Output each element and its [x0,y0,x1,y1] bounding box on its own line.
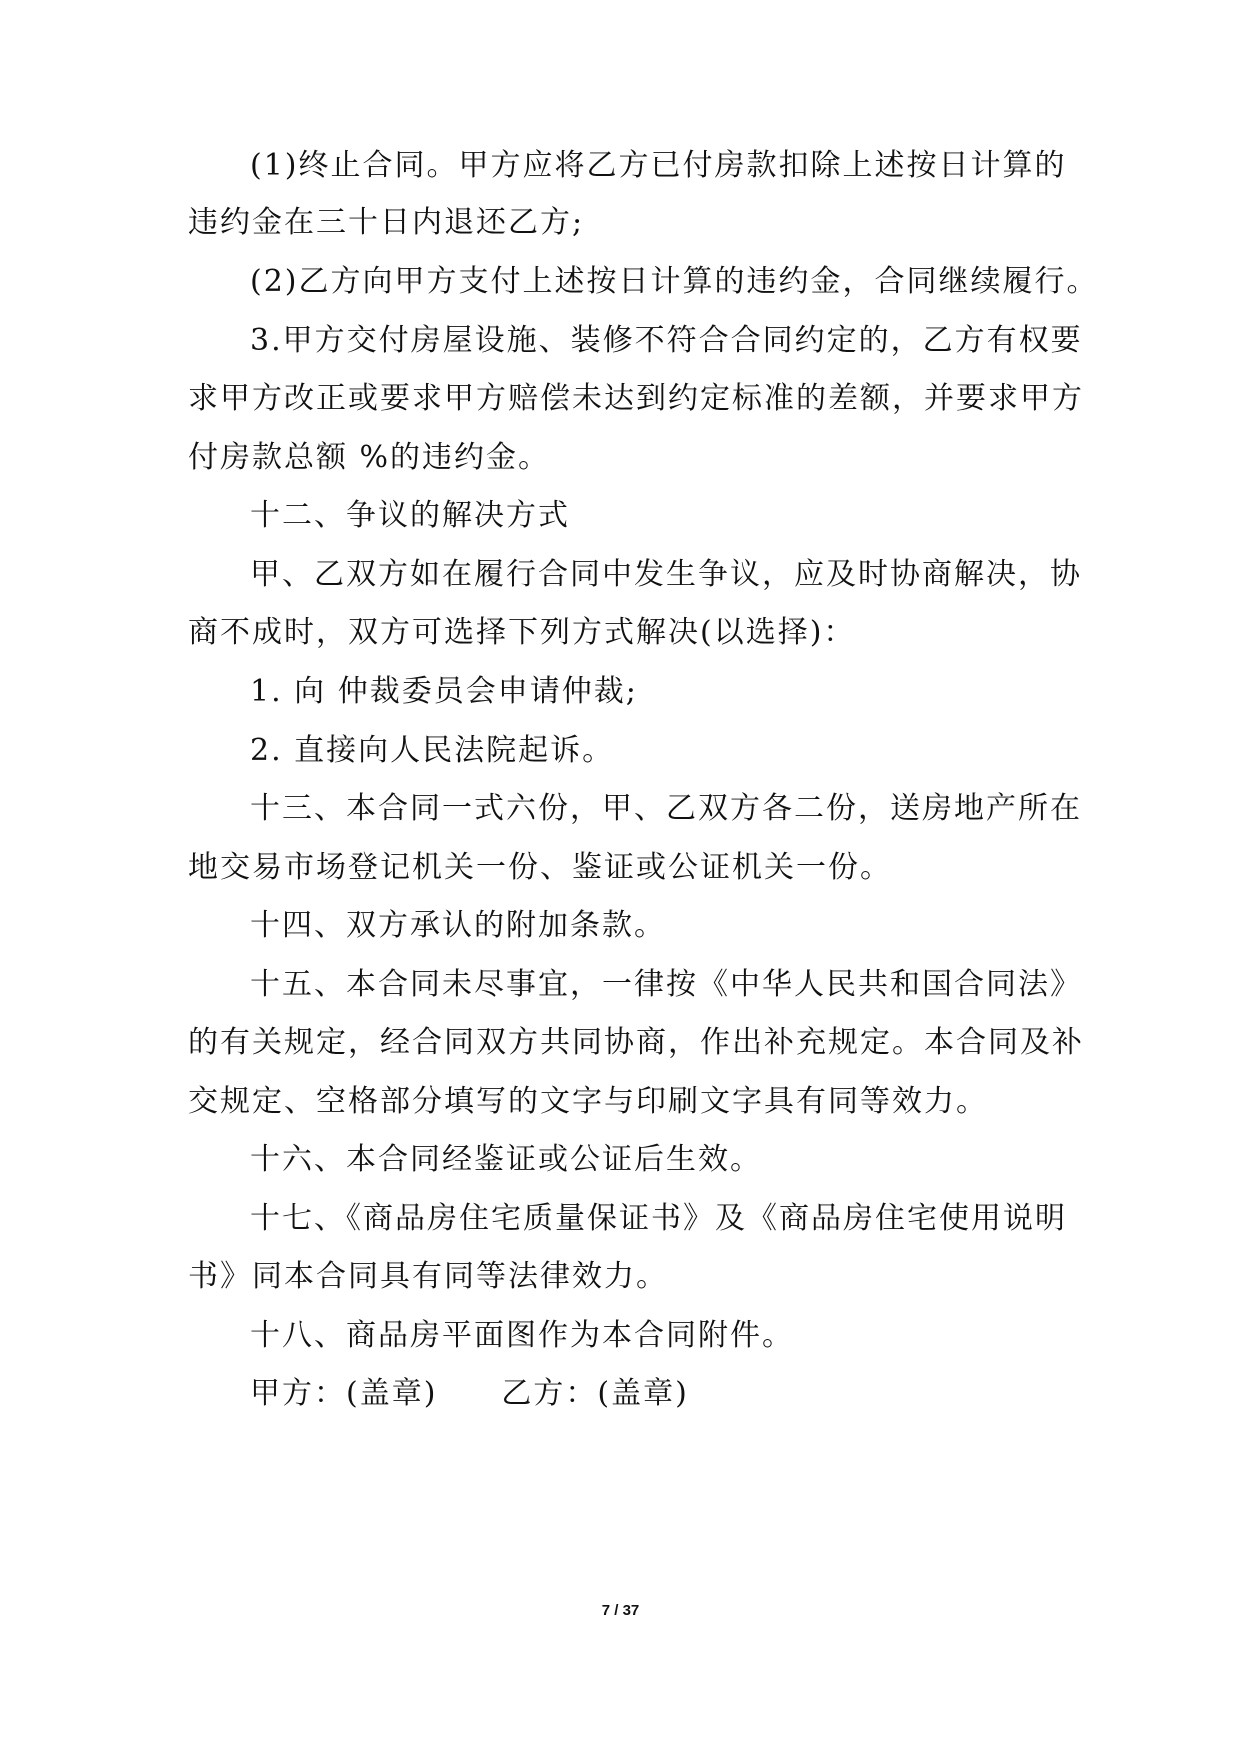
text-line: 十四、双方承认的附加条款。 [250,908,666,943]
text-line: 十八、商品房平面图作为本合同附件。 [250,1318,794,1353]
text-line: 的有关规定，经合同双方共同协商，作出补充规定。本合同及补 [188,1025,1084,1060]
text-line: (1)终止合同。甲方应将乙方已付房款扣除上述按日计算的 [250,148,1067,183]
text-line: 十五、本合同未尽事宜，一律按《中华人民共和国合同法》 [250,967,1082,1002]
text-line: 交规定、空格部分填写的文字与印刷文字具有同等效力。 [188,1084,988,1119]
text-line: 十七、《商品房住宅质量保证书》及《商品房住宅使用说明 [250,1201,1067,1236]
text-line: 地交易市场登记机关一份、鉴证或公证机关一份。 [188,850,892,885]
text-line: 3.甲方交付房屋设施、装修不符合合同约定的，乙方有权要 [250,323,1083,358]
list-item: 1. 向 仲裁委员会申请仲裁; [250,674,638,709]
text-line: 甲、乙双方如在履行合同中发生争议，应及时协商解决，协 [250,557,1082,592]
text-line: 商不成时，双方可选择下列方式解决(以选择)： [188,615,856,650]
signature-line: 甲方：(盖章) 乙方：(盖章) [250,1376,689,1411]
text-line: 十六、本合同经鉴证或公证后生效。 [250,1142,762,1177]
text-line: 求甲方改正或要求甲方赔偿未达到约定标准的差额，并要求甲方 [188,381,1084,416]
page-number: 7 / 37 [601,1602,640,1619]
section-heading: 十二、争议的解决方式 [250,498,570,533]
text-line: 书》同本合同具有同等法律效力。 [188,1259,668,1294]
text-line: (2)乙方向甲方支付上述按日计算的违约金，合同继续履行。 [250,264,1099,299]
list-item: 2. 直接向人民法院起诉。 [250,733,615,768]
text-line: 付房款总额 %的违约金。 [188,440,551,475]
text-line: 违约金在三十日内退还乙方; [188,205,585,240]
text-line: 十三、本合同一式六份，甲、乙双方各二份，送房地产所在 [250,791,1082,826]
